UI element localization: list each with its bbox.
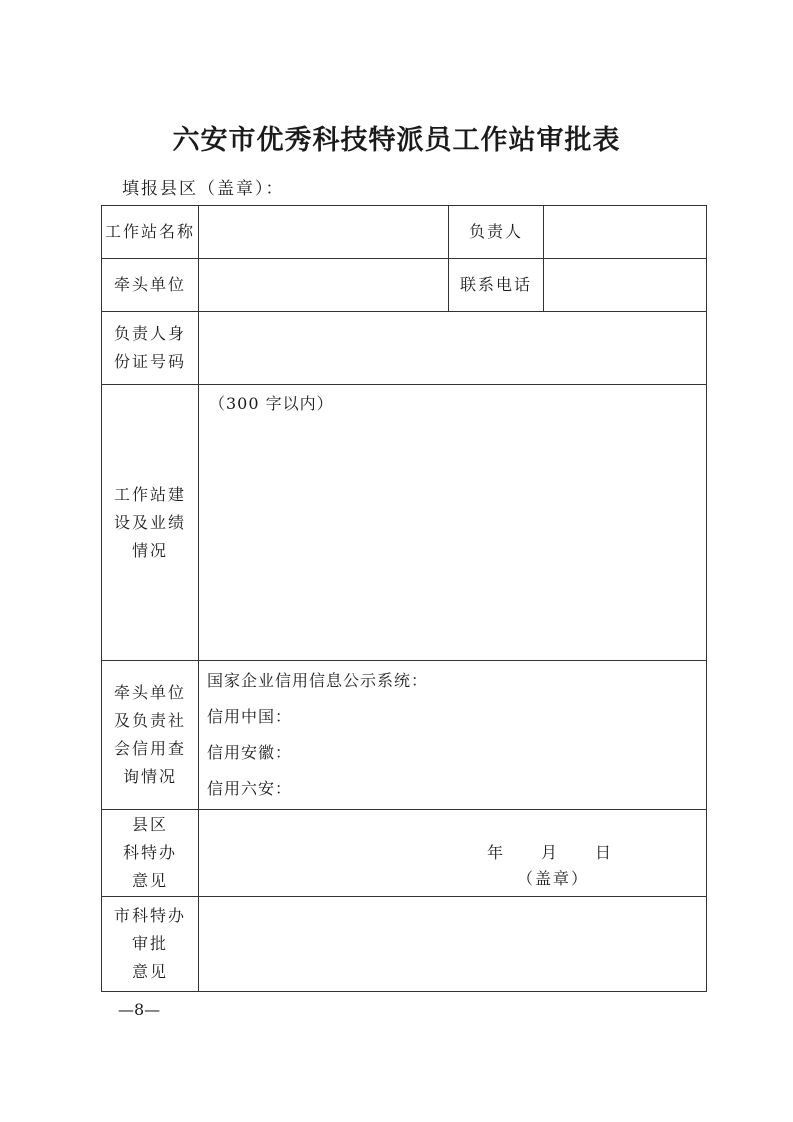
credit-item-luan: 信用六安： bbox=[207, 779, 293, 798]
county-opinion-field[interactable] bbox=[199, 810, 707, 897]
city-label-line3: 意见 bbox=[131, 962, 168, 981]
credit-item-china: 信用中国： bbox=[207, 707, 293, 726]
lead-unit-field[interactable] bbox=[199, 259, 449, 312]
city-approval-label bbox=[102, 897, 199, 992]
station-name-field[interactable] bbox=[199, 206, 449, 259]
construction-field[interactable] bbox=[199, 385, 707, 661]
credit-label-line1: 牵头单位 bbox=[113, 683, 186, 702]
construction-label bbox=[102, 385, 199, 661]
county-label-line3: 意见 bbox=[131, 871, 168, 890]
row-city-approval bbox=[102, 897, 707, 992]
document-title: 六安市优秀科技特派员工作站审批表 bbox=[172, 125, 621, 156]
construction-label-line2: 设及业绩 bbox=[113, 512, 186, 532]
credit-label-line2: 及负责社 bbox=[113, 711, 186, 730]
construction-label-line3: 情况 bbox=[131, 540, 168, 560]
city-label-line2: 审批 bbox=[131, 934, 168, 953]
credit-field[interactable] bbox=[199, 661, 707, 810]
credit-item-anhui: 信用安徽： bbox=[207, 743, 293, 762]
county-opinion-label bbox=[102, 810, 199, 897]
station-name-label: 工作站名称 bbox=[102, 206, 199, 259]
id-number-field[interactable] bbox=[199, 312, 707, 385]
row-station-name bbox=[102, 206, 707, 259]
construction-label-line1: 工作站建 bbox=[113, 484, 186, 504]
credit-item-national: 国家企业信用信息公示系统： bbox=[207, 671, 429, 690]
county-label-line2: 科特办 bbox=[122, 843, 177, 862]
phone-label: 联系电话 bbox=[449, 259, 544, 312]
city-approval-field[interactable] bbox=[199, 897, 707, 992]
id-number-label bbox=[102, 312, 199, 385]
id-label-line2: 份证号码 bbox=[113, 352, 186, 371]
phone-field[interactable] bbox=[544, 259, 707, 312]
leader-field[interactable] bbox=[544, 206, 707, 259]
leader-label: 负责人 bbox=[449, 206, 544, 259]
construction-hint: （300 字以内） bbox=[209, 394, 334, 413]
seal-line: （盖章） bbox=[517, 869, 590, 888]
approval-form-table bbox=[101, 205, 707, 992]
row-county-opinion bbox=[102, 810, 707, 897]
date-line: 年 月 日 bbox=[487, 843, 614, 862]
page-number: —8— bbox=[118, 1000, 161, 1019]
row-credit bbox=[102, 661, 707, 810]
row-lead-unit bbox=[102, 259, 707, 312]
county-label-line1: 县区 bbox=[131, 815, 168, 834]
credit-label bbox=[102, 661, 199, 810]
row-id-number bbox=[102, 312, 707, 385]
city-label-line1: 市科特办 bbox=[113, 906, 186, 925]
fill-county-label: 填报县区（盖章）： bbox=[122, 179, 285, 199]
id-label-line1: 负责人身 bbox=[113, 324, 186, 343]
credit-label-line4: 询情况 bbox=[122, 767, 177, 786]
row-construction bbox=[102, 385, 707, 661]
credit-label-line3: 会信用查 bbox=[113, 739, 186, 758]
lead-unit-label: 牵头单位 bbox=[102, 259, 199, 312]
